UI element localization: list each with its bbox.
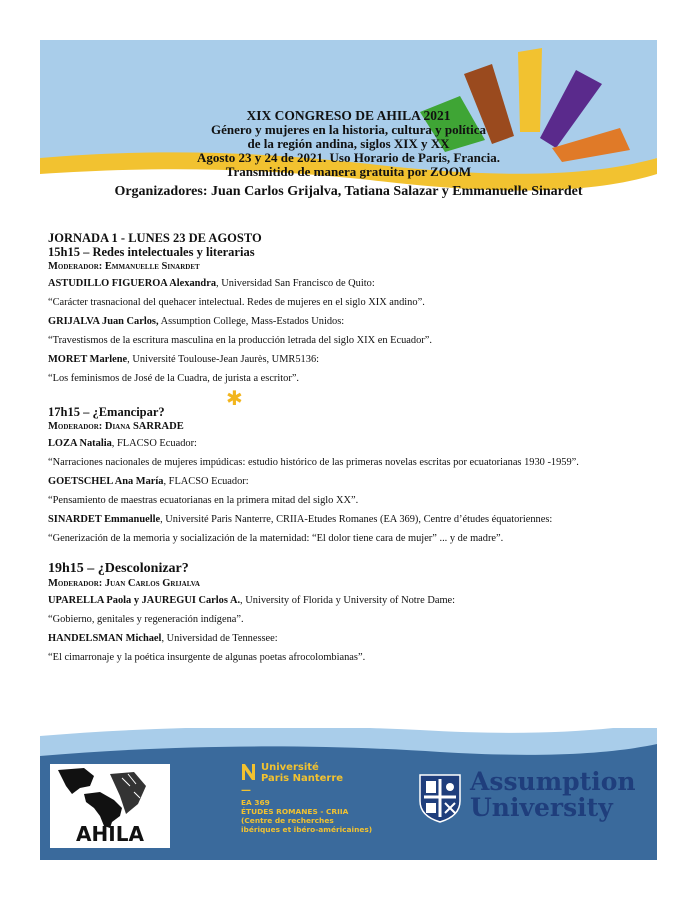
session-time: 19h15 – ¿Descolonizar? xyxy=(48,561,189,576)
presentation xyxy=(48,475,652,507)
congress-title: XIX CONGRESO DE AHILA 2021 xyxy=(246,108,451,123)
speaker-name: SINARDET Emmanuelle xyxy=(48,514,161,525)
presentation xyxy=(48,437,652,469)
presentation xyxy=(48,594,652,626)
footer xyxy=(40,728,657,860)
session-time: 15h15 – Redes intelectuales y literarias xyxy=(48,245,255,259)
subtitle-line-1: Género y mujeres en la historia, cultura y política xyxy=(210,122,487,137)
speaker-affiliation: , University of Florida y University of Notre Dame: xyxy=(240,595,456,606)
assumption-wordmark xyxy=(470,769,636,821)
speaker-name: GOETSCHEL Ana María xyxy=(48,476,164,487)
talk-title: “Pensamiento de maestras ecuatorianas en la primera mitad del siglo XX”. xyxy=(48,495,359,506)
talk-title: “Los feminismos de José de la Cuadra, de jurista a escritor”. xyxy=(48,373,300,384)
upn-centre-1: (Centre de recherches xyxy=(241,816,334,825)
session-time: 17h15 – ¿Emancipar? xyxy=(48,405,165,419)
assumption-line-2: University xyxy=(470,793,613,822)
talk-title: “Travestismos de la escritura masculina en la producción letrada del siglo XIX en Ecuador”. xyxy=(48,335,432,346)
presentation xyxy=(48,632,652,664)
header xyxy=(40,108,657,201)
shield-icon xyxy=(418,773,462,823)
speaker-name: ASTUDILLO FIGUEROA Alexandra xyxy=(48,278,217,289)
organizers: Organizadores: Juan Carlos Grijalva, Tatiana Salazar y Emmanuelle Sinardet xyxy=(114,184,583,199)
talk-title: “Narraciones nacionales de mujeres impúdicas: estudio histórico de las primeras novelas escritas por ecuatorianas 1930 -1959”. xyxy=(48,457,579,468)
upn-line-1: Université xyxy=(261,762,319,773)
talk-title: “Generización de la memoria y socialización de la maternidad: “El dolor tiene cara de mujer” ... y de madre”. xyxy=(48,533,504,544)
upn-ea: EA 369 xyxy=(241,798,270,807)
speaker-affiliation: Assumption College, Mass-Estados Unidos: xyxy=(158,316,345,327)
asterisk-icon: ✱ xyxy=(226,386,243,410)
subtitle-line-2: de la región andina, siglos XIX y XX xyxy=(247,136,450,151)
speaker-name: MORET Marlene xyxy=(48,354,128,365)
speaker-name: UPARELLA Paola y JAUREGUI Carlos A. xyxy=(48,595,241,606)
presentation xyxy=(48,277,652,309)
spacer xyxy=(48,551,652,561)
program xyxy=(48,231,652,670)
talk-title: “Gobierno, genitales y regeneración indígena”. xyxy=(48,614,244,625)
talk-title: “Carácter trasnacional del quehacer intelectual. Redes de mujeres en el siglo XIX andino”. xyxy=(48,297,425,308)
event-dates: Agosto 23 y 24 de 2021. Uso Horario de Paris, Francia. xyxy=(197,150,500,165)
speaker-name: GRIJALVA Juan Carlos, xyxy=(48,316,159,327)
speaker-affiliation: , Universidad San Francisco de Quito: xyxy=(216,278,375,289)
upn-etudes: ÉTUDES ROMANES - CRIIA xyxy=(241,807,349,816)
speaker-name: LOZA Natalia xyxy=(48,438,112,449)
speaker-name: HANDELSMAN Michael xyxy=(48,633,162,644)
speaker-affiliation: , FLACSO Ecuador: xyxy=(111,438,197,449)
upn-dash: — xyxy=(241,785,251,796)
assumption-logo xyxy=(418,767,648,823)
presentation xyxy=(48,513,652,545)
speaker-affiliation: , Université Paris Nanterre, CRIIA-Etudes Romanes (EA 369), Centre d’études équatoriennes: xyxy=(160,514,553,525)
session-moderator: Moderador: Emmanuelle Sinardet xyxy=(48,261,200,272)
day-heading: JORNADA 1 - LUNES 23 DE AGOSTO xyxy=(48,231,262,245)
poster xyxy=(40,40,657,860)
talk-title: “El cimarronaje y la poética insurgente de algunas poetas afrocolombianas”. xyxy=(48,652,366,663)
ahila-logo xyxy=(50,764,170,848)
presentation xyxy=(48,353,652,385)
spacer xyxy=(48,391,652,405)
session-moderator: Moderador: Diana SARRADE xyxy=(48,421,184,432)
broadcast-info: Transmitido de manera gratuita por ZOOM xyxy=(225,164,472,179)
speaker-affiliation: , FLACSO Ecuador: xyxy=(163,476,249,487)
paris-nanterre-logo xyxy=(241,762,421,834)
session-moderator: Moderador: Juan Carlos Grijalva xyxy=(48,578,200,589)
upn-line-2: Paris Nanterre xyxy=(261,773,344,784)
speaker-affiliation: , Universidad de Tennessee: xyxy=(161,633,278,644)
speaker-affiliation: , Université Toulouse-Jean Jaurès, UMR5136: xyxy=(127,354,320,365)
ahila-wordmark: AHILA xyxy=(76,822,144,846)
nanterre-n-icon xyxy=(241,762,257,782)
assumption-line-1: Assumption xyxy=(470,767,636,796)
presentation xyxy=(48,315,652,347)
upn-centre-2: ibériques et ibéro-américaines) xyxy=(241,825,373,834)
